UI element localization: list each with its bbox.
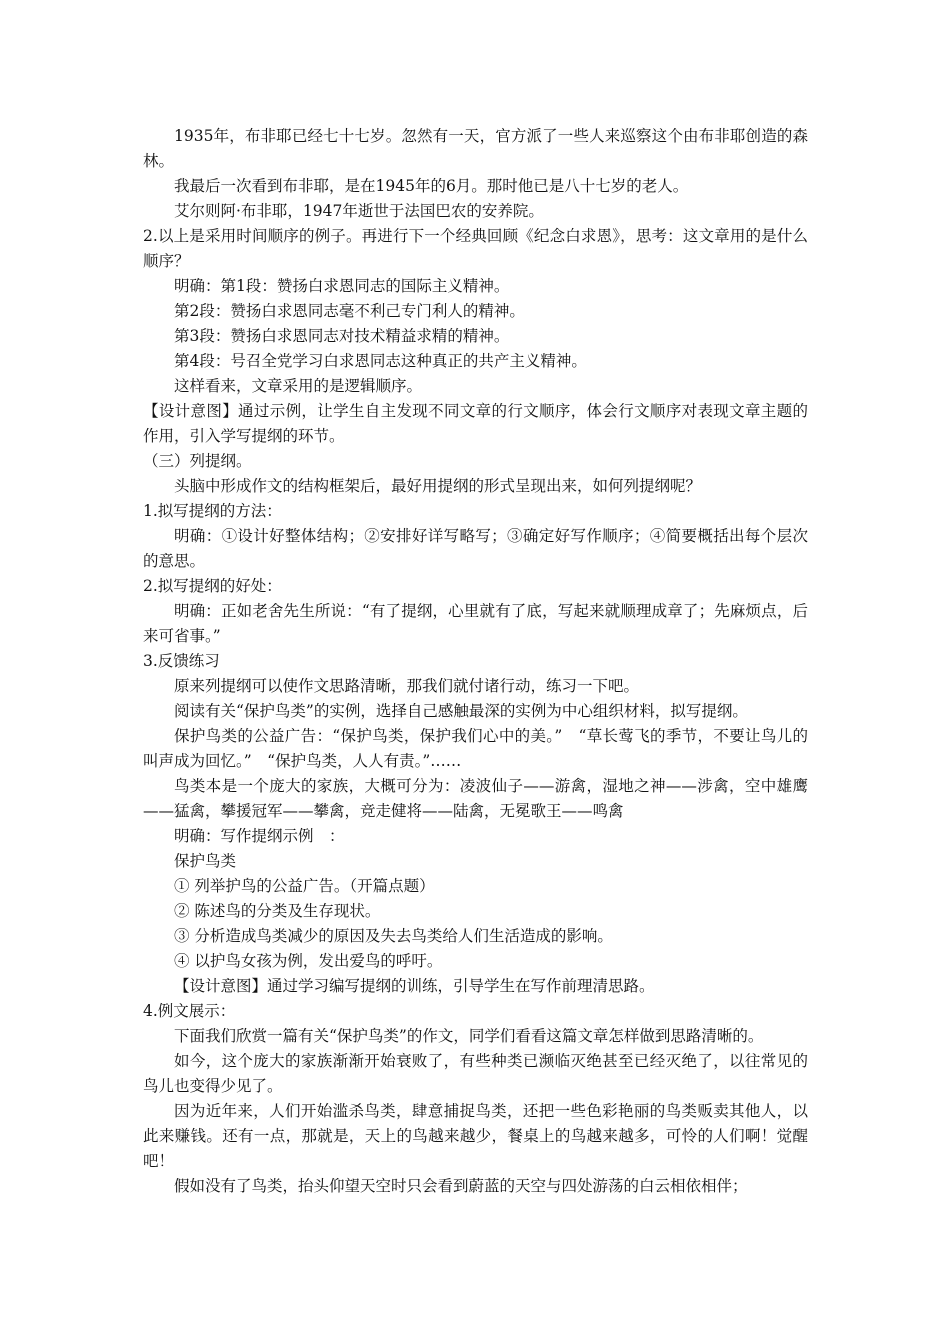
- section-heading: （三）列提纲。: [143, 452, 252, 470]
- paragraph: 头脑中形成作文的结构框架后，最好用提纲的形式呈现出来，如何列提纲呢？: [174, 477, 702, 495]
- paragraph: 阅读有关“保护鸟类”的实例，选择自己感触最深的实例为中心组织材料，拟写提纲。: [174, 702, 748, 720]
- paragraph: 2.以上是采用时间顺序的例子。再进行下一个经典回顾《纪念白求恩》，思考：这文章用的是什么顺序？: [143, 227, 808, 270]
- outline-item: ④ 以护鸟女孩为例，发出爱鸟的呼吁。: [174, 952, 443, 970]
- paragraph: 我最后一次看到布非耶，是在1945年的6月。那时他已是八十七岁的老人。: [174, 177, 689, 195]
- subheading: 2.拟写提纲的好处：: [143, 577, 282, 595]
- paragraph: 如今，这个庞大的家族渐渐开始衰败了，有些种类已濒临灭绝甚至已经灭绝了，以往常见的鸟儿也变得少见了。: [143, 1052, 808, 1095]
- design-intent-note: 【设计意图】通过学习编写提纲的训练，引导学生在写作前理清思路。: [174, 977, 655, 995]
- paragraph: 鸟类本是一个庞大的家族，大概可分为：凌波仙子——游禽，湿地之神——涉禽，空中雄鹰——猛禽，攀援冠军——攀禽，竞走健将——陆禽，无冕歌王——鸣禽: [143, 777, 808, 820]
- outline-item: ① 列举护鸟的公益广告。（开篇点题）: [174, 877, 435, 895]
- paragraph: 第2段：赞扬白求恩同志毫不利己专门利人的精神。: [174, 302, 525, 320]
- document-body: [143, 124, 808, 1199]
- outline-item: ② 陈述鸟的分类及生存现状。: [174, 902, 381, 920]
- paragraph: 下面我们欣赏一篇有关“保护鸟类”的作文，同学们看看这篇文章怎样做到思路清晰的。: [174, 1027, 764, 1045]
- outline-item: ③ 分析造成鸟类减少的原因及失去鸟类给人们生活造成的影响。: [174, 927, 613, 945]
- paragraph: 第3段：赞扬白求恩同志对技术精益求精的精神。: [174, 327, 510, 345]
- subheading: 3.反馈练习: [143, 652, 220, 670]
- paragraph: 原来列提纲可以使作文思路清晰，那我们就付诸行动，练习一下吧。: [174, 677, 640, 695]
- outline-title: 保护鸟类: [174, 852, 237, 870]
- design-intent-note: 【设计意图】通过示例，让学生自主发现不同文章的行文顺序，体会行文顺序对表现文章主题的作用，引入学写提纲的环节。: [143, 402, 808, 445]
- paragraph: 保护鸟类的公益广告：“保护鸟类，保护我们心中的美。” “草长莺飞的季节，不要让鸟儿的叫声成为回忆。” “保护鸟类，人人有责。”……: [143, 727, 808, 770]
- subheading: 4.例文展示：: [143, 1002, 236, 1020]
- paragraph: 1935年，布非耶已经七十七岁。忽然有一天，官方派了一些人来巡察这个由布非耶创造的森林。: [143, 127, 808, 170]
- paragraph: 明确：①设计好整体结构；②安排好详写略写；③确定好写作顺序；④简要概括出每个层次的意思。: [143, 527, 808, 570]
- paragraph: 第4段：号召全党学习白求恩同志这种真正的共产主义精神。: [174, 352, 587, 370]
- paragraph: 明确：正如老舍先生所说：“有了提纲，心里就有了底，写起来就顺理成章了；先麻烦点，后来可省事。”: [143, 602, 808, 645]
- paragraph: 明确：第1段：赞扬白求恩同志的国际主义精神。: [174, 277, 510, 295]
- paragraph: 艾尔则阿·布非耶，1947年逝世于法国巴农的安养院。: [174, 202, 544, 220]
- paragraph: 明确：写作提纲示例 ：: [174, 827, 345, 845]
- paragraph: 这样看来，文章采用的是逻辑顺序。: [174, 377, 423, 395]
- paragraph: 因为近年来，人们开始滥杀鸟类，肆意捕捉鸟类，还把一些色彩艳丽的鸟类贩卖其他人，以此来赚钱。还有一点，那就是，天上的鸟越来越少，餐桌上的鸟越来越多，可怜的人们啊！觉醒吧！: [143, 1102, 808, 1170]
- subheading: 1.拟写提纲的方法：: [143, 502, 282, 520]
- paragraph: 假如没有了鸟类，抬头仰望天空时只会看到蔚蓝的天空与四处游荡的白云相依相伴；: [174, 1177, 748, 1195]
